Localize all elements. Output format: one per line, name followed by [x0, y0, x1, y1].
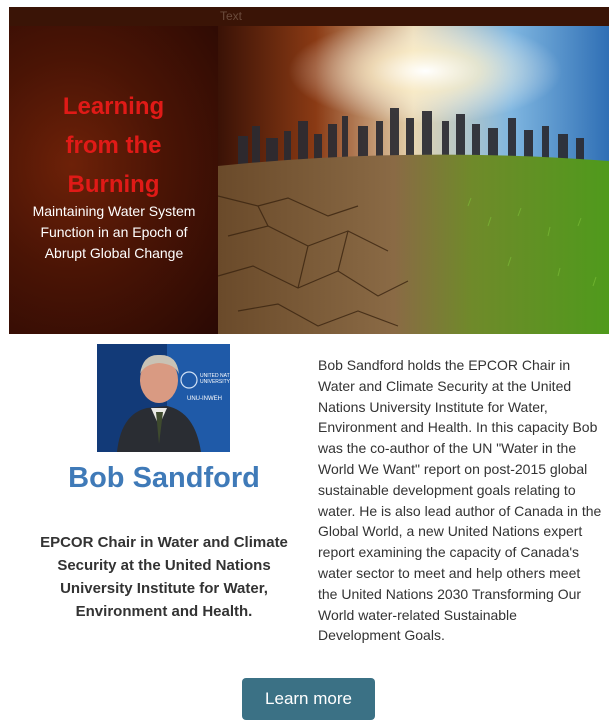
hero-title-line: Burning	[67, 171, 160, 198]
hero-top-strip	[9, 7, 609, 26]
speaker-photo	[97, 344, 242, 452]
hero-placeholder-text: Text	[220, 9, 243, 23]
speaker-name: Bob Sandford	[68, 462, 260, 494]
speaker-bio: Bob Sandford holds the EPCOR Chair in Water and Climate Security at the United Nations University Institute for Water, Environment and Health. In this capacity Bob was the co-author of the UN "Water in the World We Want" report on post-2015 global sustainable development goals relating to water. He is also lead author of Canada in the Global World, a new United Nations expert report examining the capacity of Canada's water sector to meet and help others meet the United Nations 2030 Transforming Our World water-related Sustainable Development Goals.	[318, 357, 602, 644]
hero-title-line: Learning	[62, 93, 165, 120]
learn-more-button[interactable]: Learn more	[242, 678, 375, 720]
hero-title	[9, 87, 218, 204]
hero-image-drought-city	[218, 26, 609, 334]
hero-banner	[9, 7, 609, 334]
photo-sign-text: UNITED NATIONS	[200, 373, 242, 379]
hero-subtitle: Maintaining Water System Function in an Epoch of Abrupt Global Change	[32, 203, 196, 261]
photo-sign-text: UNU-INWEH	[187, 396, 222, 402]
hero-title-line: from the	[65, 132, 162, 159]
speaker-role: EPCOR Chair in Water and Climate Security at the United Nations University Institute for Water, Environment and Health.	[40, 534, 288, 620]
photo-sign-text: UNIVERSITY	[200, 379, 231, 385]
